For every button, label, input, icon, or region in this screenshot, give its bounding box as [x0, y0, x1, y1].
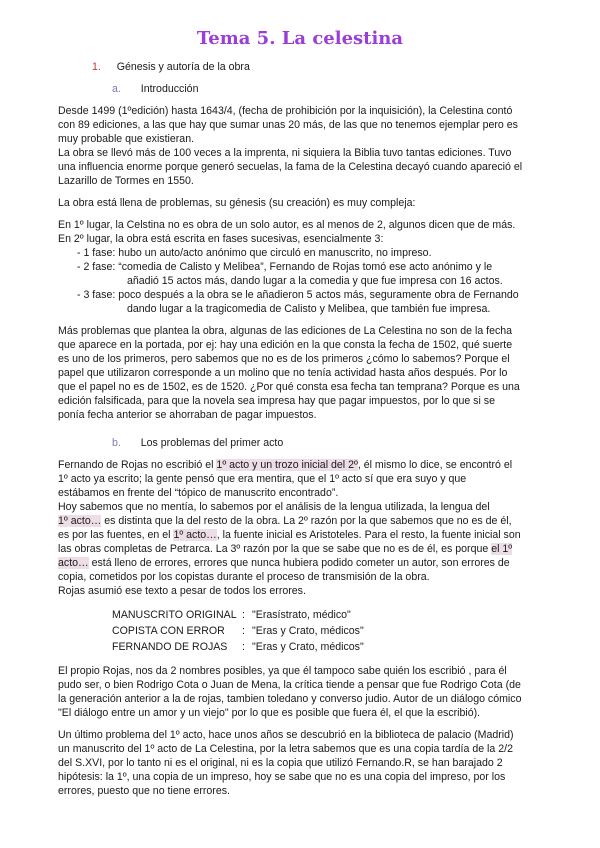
- text-line: El propio Rojas, nos da 2 nombres posibles, ya que él tampoco sabe quién los escribió , para él: [58, 665, 507, 677]
- text-line: hipótesis: la 1º, una copia de un impreso, hoy se sabe que no es una copia del impreso, por los: [58, 771, 506, 783]
- text-line: que el papel no es de 1502, es de 1520. ¿Por qué consta esa fecha tan temprana? Porque es una: [58, 381, 520, 393]
- subsection-label: Introducción: [140, 83, 199, 95]
- highlighted-text: 1º acto…: [58, 515, 102, 527]
- phase-line: - 2 fase: “comedia de Calisto y Melibea”, Fernando de Rojas tomó ese acto anónimo y le: [77, 261, 493, 273]
- text-line: [58, 542, 548, 556]
- text-line: La obra está llena de problemas, su génesis (su creación) es muy compleja:: [58, 197, 416, 209]
- text-line: Lazarillo de Tormes en 1550.: [58, 175, 194, 187]
- subsection-label: Los problemas del primer acto: [140, 437, 284, 449]
- text-run: está lleno de errores, errores que nunca hubiera podido cometer un autor, son errores de: [88, 557, 510, 569]
- text-line: la generación anterior a la de rojas, tambien toledano y converso judio. Autor de un diálogo cómico: [58, 693, 522, 705]
- text-line: En 1º lugar, la Celstina no es obra de un solo autor, es al menos de 2, algunos dicen que de más.: [58, 219, 516, 231]
- subsection-letter: a.: [112, 83, 121, 95]
- text-line: Desde 1499 (1ºedición) hasta 1643/4, (fecha de prohibición por la inquisición), la Celestina contó: [58, 105, 513, 117]
- text-line: ponía fecha anterior se ahorraban de pagar impuestos.: [58, 409, 317, 421]
- table-row: [112, 624, 364, 638]
- row-label: MANUSCRITO ORIGINAL: [112, 609, 237, 621]
- text-line: estábamos en frente del “tópico de manuscrito encontrado”.: [58, 487, 339, 499]
- highlighted-text: el 1º: [491, 543, 513, 555]
- text-line: es uno de los primeros, pero sabemos que no es de los primeros ¿cómo lo sabemos? Porque el: [58, 353, 510, 365]
- text-run: es por las fuentes, en el: [58, 529, 174, 541]
- text-line: muy probable que existieran.: [58, 133, 195, 145]
- text-run: Fernando de Rojas no escribió el: [58, 459, 217, 471]
- text-line: un manuscrito del 1º acto de La Celestina, por la letra sabemos que es una copia tardía de la 2/2: [58, 743, 513, 755]
- text-line: una influencia enorme porque generó secuelas, la fama de la Celestina decayó cuando apareció el: [58, 161, 523, 173]
- text-line: Más problemas que plantea la obra, algunas de las ediciones de La Celestina no son de la fecha: [58, 325, 513, 337]
- highlighted-text: 1º acto…: [173, 529, 217, 541]
- text-line: del S.XVI, por lo tanto ni es el original, ni es la copia que utilizó Fernando.R, se han barajado 2: [58, 757, 503, 769]
- text-line: edición falsificada, para que la novela sea impresa hay que pagar impuestos, por lo que si se: [58, 395, 495, 407]
- page-title: Tema 5. La celestina: [196, 28, 404, 49]
- subsection-letter: b.: [112, 437, 121, 449]
- phase-line: - 3 fase: poco después a la obra se le añadieron 5 actos más, seguramente obra de Fernando: [77, 289, 519, 301]
- row-value: "Eras y Crato, médicos": [252, 641, 364, 653]
- text-line: Hoy sabemos que no mentía, lo sabemos por el análisis de la lengua utilizada, la lengua del: [58, 501, 490, 513]
- table-row: [112, 640, 364, 654]
- text-line: [58, 458, 548, 472]
- row-label: FERNANDO DE ROJAS: [112, 641, 228, 653]
- phase-line: - 1 fase: hubo un auto/acto anónimo que circuló en manuscrito, no impreso.: [77, 247, 432, 259]
- row-value: "Eras y Crato, médicos": [252, 625, 364, 637]
- row-sep: :: [242, 641, 245, 653]
- text-line: pudo ser, o bien Rodrigo Cota o Juan de Mena, la crítica tiende a pensar que fue Rodrigo Cota (de: [58, 679, 521, 691]
- text-run: las obras completas de Petrarca. La 3º razón por la que se sabe que no es de él, es porque: [58, 543, 492, 555]
- section-number: 1.: [92, 61, 101, 73]
- text-line: Rojas asumió ese texto a pesar de todos los errores.: [58, 585, 306, 597]
- text-line: copia, cometidos por los copistas durante el proceso de transmisión de la obra.: [58, 571, 430, 583]
- phase-line: añadió 15 actos más, dando lugar a la comedia y que fue impresa con 16 actos.: [127, 275, 503, 287]
- text-line: "El diálogo entre un amor y un viejo" por lo que es posible que fuera él, el que la escribió).: [58, 707, 481, 719]
- section-label: Génesis y autoría de la obra: [116, 61, 250, 73]
- text-line: En 2º lugar, la obra está escrita en fases sucesivas, esencialmente 3:: [58, 233, 384, 245]
- subsection-heading-a: [112, 82, 198, 96]
- row-sep: :: [242, 625, 245, 637]
- text-line: Un último problema del 1º acto, hace unos años se descubrió en la biblioteca de palacio (Madrid): [58, 729, 514, 741]
- text-run: es distinta que la del resto de la obra. La 2º razón por la que sabemos que no es de él,: [101, 515, 512, 527]
- table-row: [112, 608, 351, 622]
- text-line: que aparece en la portada, por ej: hay una edición en la que consta la fecha de 1502, qué suerte: [58, 339, 513, 351]
- row-value: "Erasístrato, médico": [252, 609, 351, 621]
- row-sep: :: [242, 609, 245, 621]
- text-line: 1º acto ya escrito; la gente pensó que era mentira, que el 1º acto sí que era suyo y que: [58, 473, 467, 485]
- highlighted-text: 1º acto y un trozo inicial del 2º: [216, 459, 358, 471]
- section-heading-1: [92, 60, 250, 74]
- text-line: papel que utilizaron corresponde a un molino que no tenía actividad hasta años después. Por lo: [58, 367, 508, 379]
- highlighted-text: acto…: [58, 557, 89, 569]
- text-line: [58, 556, 548, 570]
- text-line: errores, puesto que no tiene errores.: [58, 785, 230, 797]
- subsection-heading-b: [112, 436, 283, 450]
- text-run: , la fuente inicial es Aristoteles. Para el resto, la fuente inicial son: [216, 529, 521, 541]
- row-label: COPISTA CON ERROR: [112, 625, 225, 637]
- text-run: , él mismo lo dice, se encontró el: [357, 459, 513, 471]
- text-line: con 89 ediciones, a las que hay que sumar unas 20 más, de las que no tenemos ejemplar pero es: [58, 119, 518, 131]
- text-line: La obra se llevó más de 100 veces a la imprenta, ni siquiera la Biblia tuvo tantas ediciones. Tuvo: [58, 147, 512, 159]
- text-line: [58, 514, 548, 528]
- phase-line: dando lugar a la tragicomedia de Calisto y Melibea, que también fue impresa.: [127, 303, 491, 315]
- text-line: [58, 528, 548, 542]
